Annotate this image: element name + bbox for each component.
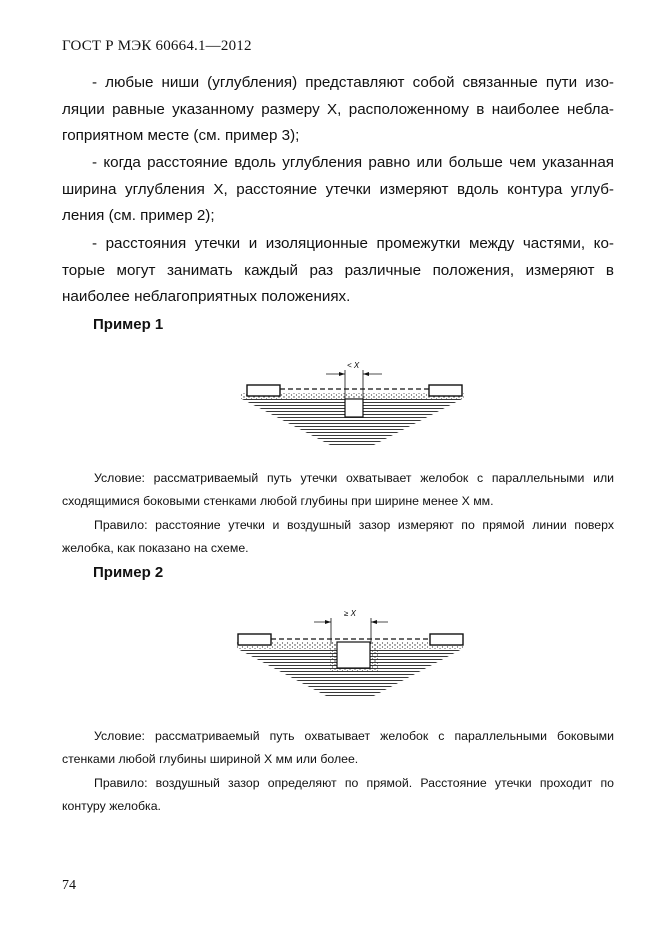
groove <box>345 399 363 417</box>
arrowhead-left <box>339 372 345 376</box>
example-2-title: Пример 2 <box>93 564 164 581</box>
arrowhead-left <box>325 620 331 624</box>
page-number: 74 <box>62 878 76 893</box>
left-part <box>238 634 271 645</box>
example-1-figure <box>238 356 466 448</box>
example-2-rule <box>62 772 614 817</box>
arrowhead-right <box>363 372 369 376</box>
paragraph-text: - когда расстояние вдоль углубления равно или больше чем указанная ширина углубления X, расстояние утечки измеряют вдоль контура углуб-ления (см. пример 2); <box>62 154 614 224</box>
groove <box>337 642 370 668</box>
figure-label: < X <box>347 361 360 370</box>
paragraph-text: - расстояния утечки и изоляционные промежутки между частями, ко-торые могут занимать каждый раз различные положения, измеряют в наиболее неблагоприятных положениях. <box>62 235 614 305</box>
example-2-figure <box>234 604 466 700</box>
paragraph-recesses <box>62 70 614 150</box>
left-part <box>247 385 280 396</box>
arrowhead-right <box>371 620 377 624</box>
condition-text: Условие: рассматриваемый путь охватывает желобок с параллельными боковыми стенками любой глубины шириной X мм или более. <box>62 729 614 766</box>
paragraph-groove-width <box>62 150 614 230</box>
example-1-title: Пример 1 <box>93 316 164 333</box>
document-header: ГОСТ Р МЭК 60664.1—2012 <box>62 38 252 54</box>
condition-text: Условие: рассматриваемый путь утечки охватывает желобок с параллельными или сходящимися боковыми стенками любой глубины при ширине менее X мм. <box>62 471 614 508</box>
right-part <box>430 634 463 645</box>
example-1-rule <box>62 514 614 559</box>
rule-text: Правило: расстояние утечки и воздушный зазор измеряют по прямой линии поверх желобка, как показано на схеме. <box>62 518 614 555</box>
example-2-condition <box>62 725 614 770</box>
rule-text: Правило: воздушный зазор определяют по прямой. Расстояние утечки проходит по контуру желобка. <box>62 776 614 813</box>
paragraph-moving-parts <box>62 231 614 311</box>
figure-label: ≥ X <box>344 609 356 618</box>
paragraph-text: - любые ниши (углубления) представляют собой связанные пути изо-ляции равные указанному размеру X, расположенному в наиболее небла-гоприятном месте (см. пример 3); <box>62 74 614 144</box>
example-1-condition <box>62 467 614 512</box>
right-part <box>429 385 462 396</box>
